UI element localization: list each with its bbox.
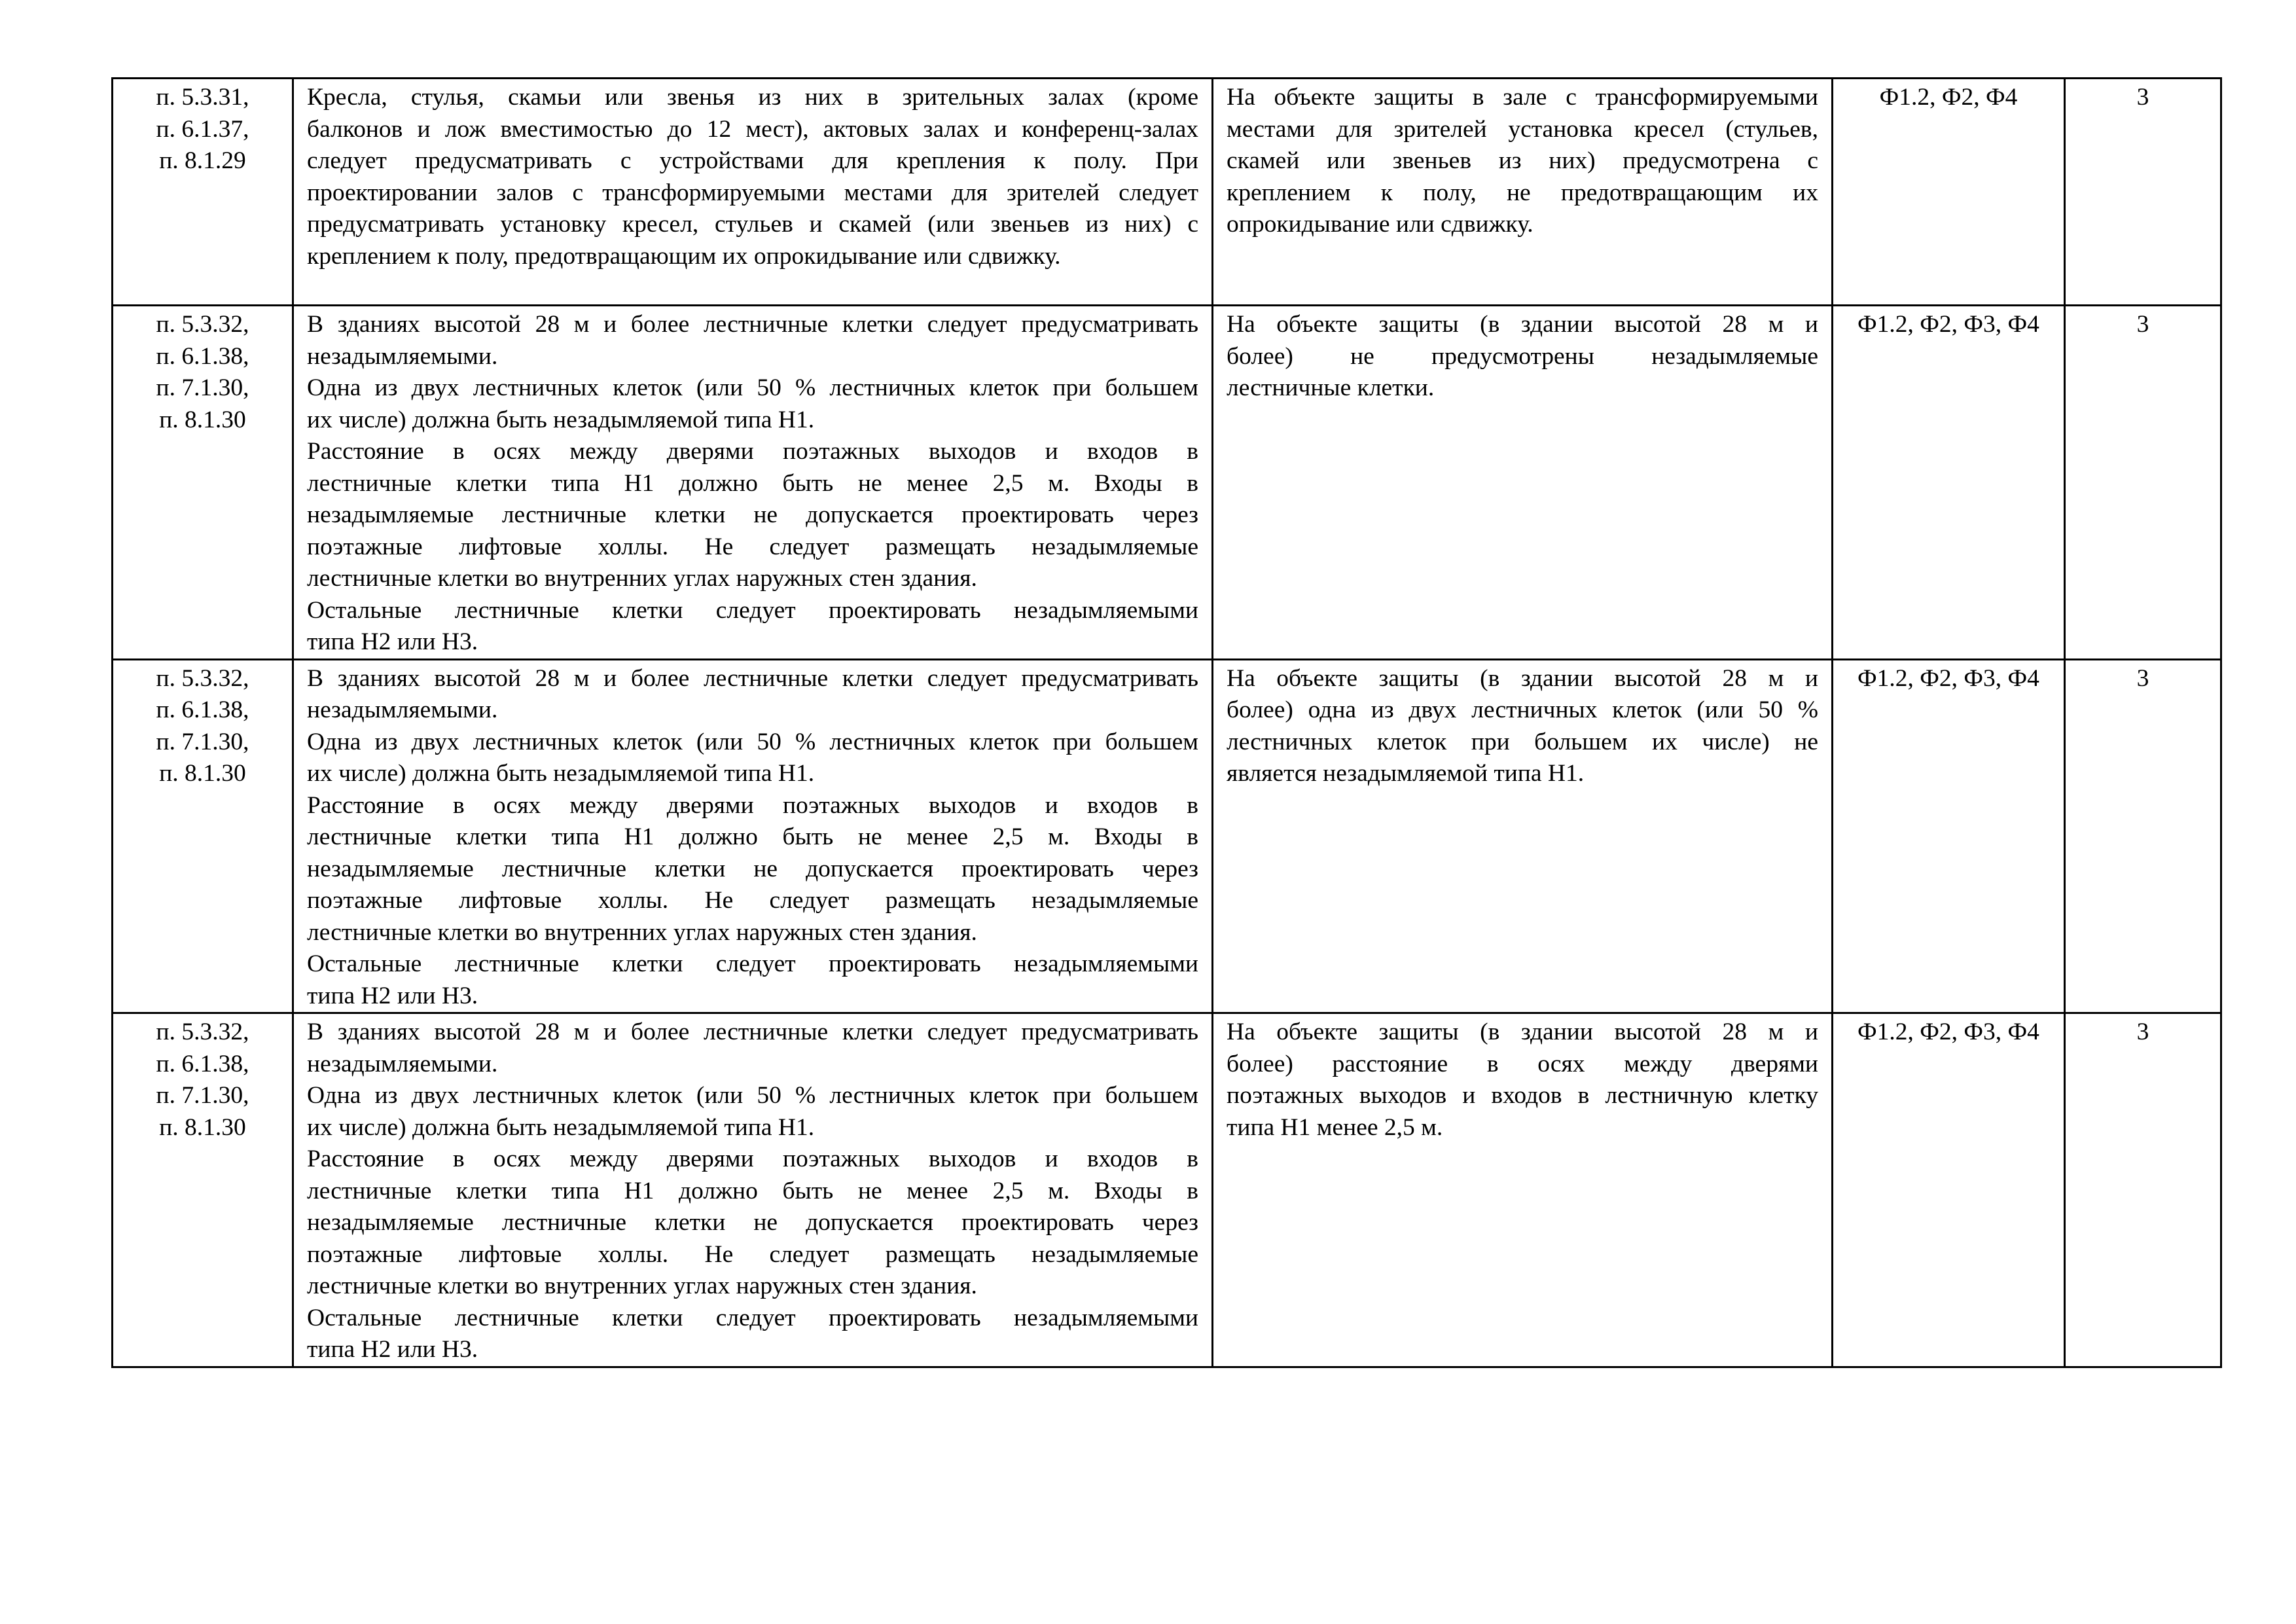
requirement-line: незадымляемые лестничные клетки не допускается проектировать через [307,1209,1198,1236]
requirement-line: лестничные клетки типа Н1 должно быть не менее 2,5 м. Входы в [307,823,1198,850]
ref-line: п. 6.1.37, [156,115,249,143]
violation-line: более) расстояние в осях между дверями [1227,1050,1818,1077]
table-row [113,306,2221,660]
violation-line: лестничные клетки. [1227,374,1435,401]
ref-line: п. 7.1.30, [156,374,249,401]
violation-line: местами для зрителей установка кресел (стульев, [1227,115,1818,143]
requirement-line: поэтажные лифтовые холлы. Не следует размещать незадымляемые [307,1240,1198,1268]
requirement-line: Кресла, стулья, скамьи или звенья из них в зрительных залах (кроме [307,84,1198,111]
category-cell: 3 [2065,306,2221,660]
violation-cell [1213,659,1833,1013]
ref-line: п. 5.3.32, [156,1019,249,1045]
requirement-line: проектировании залов с трансформируемыми местами для зрителей следует [307,179,1198,206]
requirement-line: Одна из двух лестничных клеток (или 50 % лестничных клеток при большем [307,374,1198,401]
requirement-line: лестничные клетки типа Н1 должно быть не менее 2,5 м. Входы в [307,1177,1198,1204]
violation-line: На объекте защиты (в здании высотой 28 м и [1227,311,1818,338]
requirement-line: Одна из двух лестничных клеток (или 50 % лестничных клеток при большем [307,1082,1198,1109]
violation-line: скамей или звеньев из них) предусмотрена с [1227,147,1818,174]
requirement-line: Остальные лестничные клетки следует проектировать незадымляемыми [307,1304,1198,1331]
violation-line: опрокидывание или сдвижку. [1227,211,1534,238]
requirement-line: лестничные клетки типа Н1 должно быть не менее 2,5 м. Входы в [307,469,1198,497]
requirement-cell [293,659,1213,1013]
requirements-table [111,77,2222,1368]
requirement-line: их числе) должна быть незадымляемой типа Н1. [307,1113,815,1141]
violation-line: типа Н1 менее 2,5 м. [1227,1113,1443,1141]
requirement-line: незадымляемыми. [307,342,498,370]
requirement-line: лестничные клетки во внутренних углах наружных стен здания. [307,918,977,946]
ref-line: п. 8.1.29 [159,147,246,174]
violation-cell [1213,1013,1833,1367]
ref-cell [113,1013,293,1367]
class-cell: Ф1.2, Ф2, Ф4 [1833,79,2065,306]
requirement-line: незадымляемые лестничные клетки не допускается проектировать через [307,855,1198,882]
table-row [113,659,2221,1013]
category-cell: 3 [2065,1013,2221,1367]
violation-line: является незадымляемой типа Н1. [1227,760,1585,787]
ref-line: п. 8.1.30 [159,406,246,433]
requirement-line: лестничные клетки во внутренних углах наружных стен здания. [307,1272,977,1299]
ref-line: п. 8.1.30 [159,1113,246,1141]
requirement-line: Остальные лестничные клетки следует проектировать незадымляемыми [307,596,1198,624]
ref-line: п. 5.3.31, [156,84,249,111]
requirement-line: Расстояние в осях между дверями поэтажных выходов и входов в [307,791,1198,819]
requirement-line: поэтажные лифтовые холлы. Не следует размещать незадымляемые [307,887,1198,914]
requirement-line: В зданиях высотой 28 м и более лестничные клетки следует предусматривать [307,1019,1198,1045]
ref-cell [113,306,293,660]
requirement-line: Расстояние в осях между дверями поэтажных выходов и входов в [307,1146,1198,1172]
category-cell: 3 [2065,79,2221,306]
class-cell: Ф1.2, Ф2, Ф3, Ф4 [1833,659,2065,1013]
violation-line: На объекте защиты в зале с трансформируемыми [1227,84,1818,111]
requirement-line: их числе) должна быть незадымляемой типа Н1. [307,406,815,433]
requirements-table-body [113,79,2221,1367]
requirement-line: В зданиях высотой 28 м и более лестничные клетки следует предусматривать [307,664,1198,692]
category-cell: 3 [2065,659,2221,1013]
requirement-line: Расстояние в осях между дверями поэтажных выходов и входов в [307,438,1198,465]
requirement-line: незадымляемыми. [307,696,498,723]
ref-line: п. 7.1.30, [156,728,249,755]
violation-line: На объекте защиты (в здании высотой 28 м и [1227,664,1818,692]
violation-line: лестничных клеток при большем их числе) не [1227,728,1818,755]
ref-line: п. 7.1.30, [156,1082,249,1109]
requirement-line: креплением к полу, предотвращающим их опрокидывание или сдвижку. [307,242,1061,270]
requirement-line: предусматривать установку кресел, стульев и скамей (или звеньев из них) с [307,211,1198,238]
requirement-line: поэтажные лифтовые холлы. Не следует размещать незадымляемые [307,533,1198,560]
requirement-line: типа Н2 или Н3. [307,628,478,655]
table-row [113,1013,2221,1367]
ref-line: п. 5.3.32, [156,664,249,692]
requirement-line: типа Н2 или Н3. [307,982,478,1009]
requirement-cell [293,79,1213,306]
ref-line: п. 8.1.30 [159,760,246,787]
ref-cell [113,79,293,306]
requirement-line: следует предусматривать с устройствами для крепления к полу. При [307,147,1198,174]
ref-line: п. 5.3.32, [156,311,249,338]
violation-cell [1213,79,1833,306]
requirement-cell [293,1013,1213,1367]
violation-line: более) одна из двух лестничных клеток (или 50 % [1227,696,1818,723]
violation-cell [1213,306,1833,660]
ref-cell [113,659,293,1013]
class-cell: Ф1.2, Ф2, Ф3, Ф4 [1833,1013,2065,1367]
requirement-line: Одна из двух лестничных клеток (или 50 % лестничных клеток при большем [307,728,1198,755]
requirement-line: Остальные лестничные клетки следует проектировать незадымляемыми [307,950,1198,977]
requirement-line: лестничные клетки во внутренних углах наружных стен здания. [307,565,977,592]
requirement-line: балконов и лож вместимостью до 12 мест), актовых залах и конференц-залах [307,115,1198,143]
requirement-cell [293,306,1213,660]
violation-line: более) не предусмотрены незадымляемые [1227,342,1818,370]
ref-line: п. 6.1.38, [156,342,249,370]
requirement-line: незадымляемые лестничные клетки не допускается проектировать через [307,501,1198,528]
table-row [113,79,2221,306]
requirement-line: В зданиях высотой 28 м и более лестничные клетки следует предусматривать [307,311,1198,338]
ref-line: п. 6.1.38, [156,696,249,723]
class-cell: Ф1.2, Ф2, Ф3, Ф4 [1833,306,2065,660]
ref-line: п. 6.1.38, [156,1050,249,1077]
violation-line: поэтажных выходов и входов в лестничную клетку [1227,1082,1818,1109]
requirement-line: типа Н2 или Н3. [307,1336,478,1363]
requirement-line: незадымляемыми. [307,1050,498,1077]
requirement-line: их числе) должна быть незадымляемой типа Н1. [307,760,815,787]
violation-line: На объекте защиты (в здании высотой 28 м и [1227,1019,1818,1045]
violation-line: креплением к полу, не предотвращающим их [1227,179,1818,206]
